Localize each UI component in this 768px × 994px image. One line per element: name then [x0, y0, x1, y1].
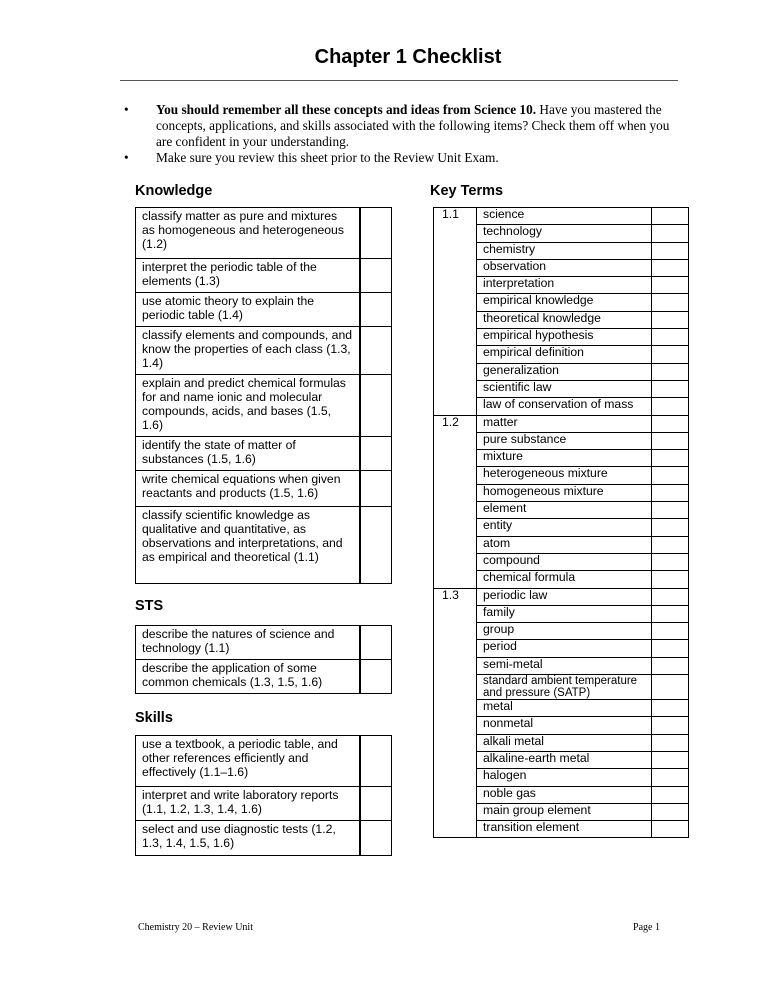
footer-page-number: Page 1 — [633, 922, 660, 933]
key-term: scientific law — [477, 380, 652, 397]
intro-bullet — [120, 150, 680, 166]
checklist-item-text: explain and predict chemical formulas for and name ionic and molecular compounds, acids, and bases (1.5, 1.6) — [136, 375, 361, 437]
key-terms-table — [433, 207, 689, 838]
knowledge-table — [135, 207, 392, 584]
checkbox-cell[interactable] — [652, 536, 689, 553]
section-number: 1.3 — [434, 588, 477, 838]
checkbox-cell[interactable] — [652, 484, 689, 501]
key-term: noble gas — [477, 786, 652, 803]
checkbox-cell[interactable] — [652, 450, 689, 467]
intro-bold-text: You should remember all these concepts and ideas from Science 10. — [156, 102, 537, 117]
key-term-row — [434, 588, 689, 605]
checklist-row — [136, 437, 392, 471]
checkbox-cell[interactable] — [360, 471, 392, 507]
key-term: heterogeneous mixture — [477, 467, 652, 484]
section-number: 1.1 — [434, 208, 477, 416]
checkbox-cell[interactable] — [652, 821, 689, 838]
checkbox-cell[interactable] — [360, 375, 392, 437]
checkbox-cell[interactable] — [360, 660, 392, 694]
checklist-item-text: classify elements and compounds, and know the properties of each class (1.3, 1.4) — [136, 327, 361, 375]
checklist-item-text: use a textbook, a periodic table, and other references efficiently and effectively (1.1–1.6) — [136, 736, 361, 787]
skills-heading: Skills — [135, 710, 173, 726]
key-term: atom — [477, 536, 652, 553]
key-term-row — [434, 208, 689, 225]
intro-bullets — [120, 102, 680, 166]
checklist-row — [136, 626, 392, 660]
checkbox-cell[interactable] — [652, 657, 689, 674]
checkbox-cell[interactable] — [652, 502, 689, 519]
key-term: metal — [477, 700, 652, 717]
checkbox-cell[interactable] — [652, 363, 689, 380]
key-term: nonmetal — [477, 717, 652, 734]
checkbox-cell[interactable] — [652, 329, 689, 346]
checklist-row — [136, 507, 392, 584]
checkbox-cell[interactable] — [652, 605, 689, 622]
checkbox-cell[interactable] — [652, 259, 689, 276]
checklist-item-text: describe the application of some common chemicals (1.3, 1.5, 1.6) — [136, 660, 361, 694]
checkbox-cell[interactable] — [652, 571, 689, 588]
checklist-item-text: interpret and write laboratory reports (1.1, 1.2, 1.3, 1.4, 1.6) — [136, 787, 361, 821]
checklist-row — [136, 660, 392, 694]
key-term: science — [477, 208, 652, 225]
key-term: chemistry — [477, 242, 652, 259]
checkbox-cell[interactable] — [652, 467, 689, 484]
checklist-row — [136, 259, 392, 293]
key-term: empirical definition — [477, 346, 652, 363]
checkbox-cell[interactable] — [360, 259, 392, 293]
checklist-item-text: write chemical equations when given reactants and products (1.5, 1.6) — [136, 471, 361, 507]
key-term-row — [434, 415, 689, 432]
key-term: generalization — [477, 363, 652, 380]
checkbox-cell[interactable] — [652, 623, 689, 640]
checklist-row — [136, 375, 392, 437]
key-term: halogen — [477, 769, 652, 786]
checkbox-cell[interactable] — [652, 415, 689, 432]
checkbox-cell[interactable] — [652, 208, 689, 225]
key-term: compound — [477, 553, 652, 570]
intro-bullet — [120, 102, 680, 150]
checkbox-cell[interactable] — [652, 553, 689, 570]
key-term: empirical hypothesis — [477, 329, 652, 346]
checkbox-cell[interactable] — [652, 346, 689, 363]
key-term: transition element — [477, 821, 652, 838]
key-term: main group element — [477, 803, 652, 820]
checkbox-cell[interactable] — [652, 242, 689, 259]
checkbox-cell[interactable] — [652, 588, 689, 605]
checkbox-cell[interactable] — [652, 803, 689, 820]
checkbox-cell[interactable] — [652, 786, 689, 803]
checkbox-cell[interactable] — [652, 700, 689, 717]
checklist-item-text: classify scientific knowledge as qualitative and quantitative, as observations and interpretations, and as empirical and theoretical (1.1) — [136, 507, 361, 584]
sts-table — [135, 625, 392, 694]
checkbox-cell[interactable] — [360, 787, 392, 821]
key-term: family — [477, 605, 652, 622]
checkbox-cell[interactable] — [652, 751, 689, 768]
checklist-item-text: interpret the periodic table of the elements (1.3) — [136, 259, 361, 293]
checklist-item-text: classify matter as pure and mixtures as homogeneous and heterogeneous (1.2) — [136, 208, 361, 259]
key-term: period — [477, 640, 652, 657]
checkbox-cell[interactable] — [360, 293, 392, 327]
checkbox-cell[interactable] — [360, 208, 392, 259]
key-term: entity — [477, 519, 652, 536]
checklist-row — [136, 821, 392, 856]
intro-text: Make sure you review this sheet prior to the Review Unit Exam. — [156, 150, 499, 165]
key-term: pure substance — [477, 432, 652, 449]
sts-heading: STS — [135, 598, 164, 614]
skills-table — [135, 735, 392, 856]
checklist-row — [136, 293, 392, 327]
checklist-item-text: select and use diagnostic tests (1.2, 1.3, 1.4, 1.5, 1.6) — [136, 821, 361, 856]
key-term: technology — [477, 225, 652, 242]
key-term: theoretical knowledge — [477, 311, 652, 328]
checklist-row — [136, 471, 392, 507]
key-term: homogeneous mixture — [477, 484, 652, 501]
checklist-item-text: use atomic theory to explain the periodic table (1.4) — [136, 293, 361, 327]
checkbox-cell[interactable] — [652, 769, 689, 786]
checkbox-cell[interactable] — [652, 398, 689, 415]
key-term: alkaline-earth metal — [477, 751, 652, 768]
checkbox-cell[interactable] — [652, 432, 689, 449]
checkbox-cell[interactable] — [652, 734, 689, 751]
checkbox-cell[interactable] — [360, 327, 392, 375]
key-term: chemical formula — [477, 571, 652, 588]
key-term: matter — [477, 415, 652, 432]
key-term: empirical knowledge — [477, 294, 652, 311]
footer-course: Chemistry 20 – Review Unit — [138, 922, 253, 933]
checkbox-cell[interactable] — [652, 380, 689, 397]
intro-text: Have you mastered the concepts, applications, and skills associated with the following items? Check them off when you are confident in your understanding. — [156, 102, 670, 149]
checkbox-cell[interactable] — [652, 311, 689, 328]
checkbox-cell[interactable] — [652, 225, 689, 242]
key-term: mixture — [477, 450, 652, 467]
section-number: 1.2 — [434, 415, 477, 588]
key-term: standard ambient temperature and pressure (SATP) — [477, 675, 652, 700]
checkbox-cell[interactable] — [360, 507, 392, 584]
checklist-item-text: identify the state of matter of substances (1.5, 1.6) — [136, 437, 361, 471]
key-term: semi-metal — [477, 657, 652, 674]
checklist-row — [136, 208, 392, 259]
page-title: Chapter 1 Checklist — [314, 46, 502, 68]
key-term: observation — [477, 259, 652, 276]
checklist-item-text: describe the natures of science and technology (1.1) — [136, 626, 361, 660]
checkbox-cell[interactable] — [652, 675, 689, 700]
key-term: interpretation — [477, 277, 652, 294]
checkbox-cell[interactable] — [652, 294, 689, 311]
checklist-row — [136, 736, 392, 787]
checkbox-cell[interactable] — [652, 519, 689, 536]
checkbox-cell[interactable] — [360, 626, 392, 660]
checkbox-cell[interactable] — [652, 640, 689, 657]
key-term: periodic law — [477, 588, 652, 605]
key-term: group — [477, 623, 652, 640]
key-terms-heading: Key Terms — [430, 183, 504, 199]
checkbox-cell[interactable] — [360, 821, 392, 856]
checkbox-cell[interactable] — [652, 717, 689, 734]
checklist-row — [136, 327, 392, 375]
checklist-row — [136, 787, 392, 821]
key-term: alkali metal — [477, 734, 652, 751]
checkbox-cell[interactable] — [360, 736, 392, 787]
knowledge-heading: Knowledge — [135, 183, 213, 199]
key-term: element — [477, 502, 652, 519]
key-term: law of conservation of mass — [477, 398, 652, 415]
title-divider — [120, 80, 678, 81]
checkbox-cell[interactable] — [360, 437, 392, 471]
checkbox-cell[interactable] — [652, 277, 689, 294]
